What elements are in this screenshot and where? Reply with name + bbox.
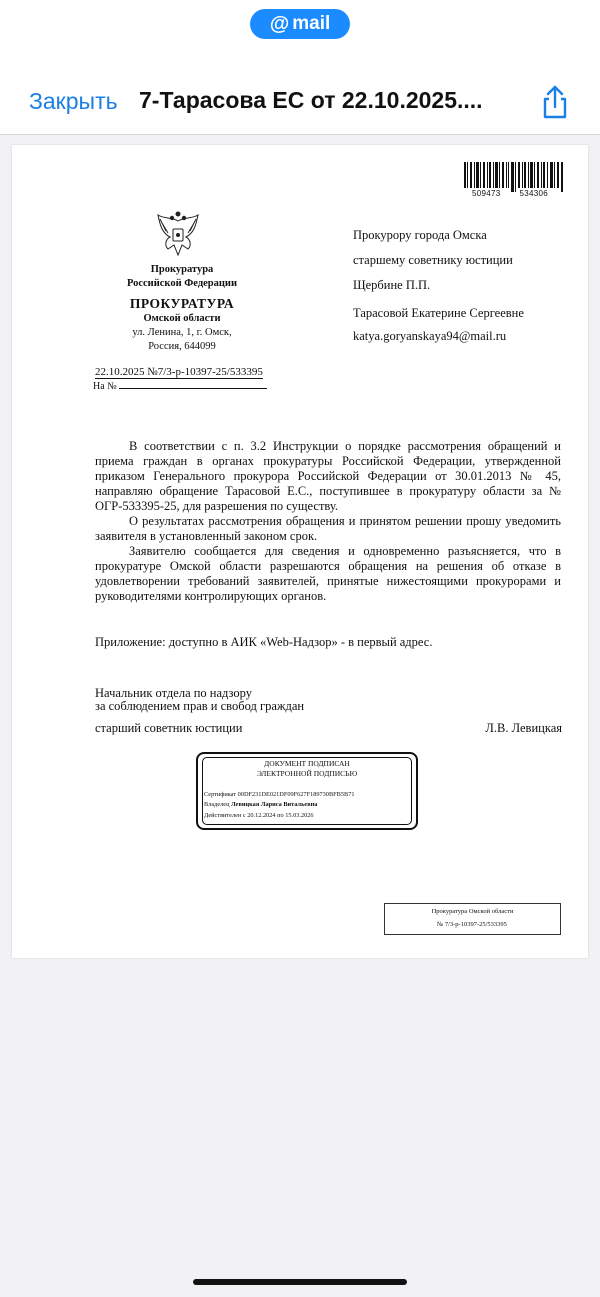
attachment-note: Приложение: доступно в АИК «Web-Надзор» - в первый адрес. (95, 635, 433, 649)
paragraph: В соответствии с п. 3.2 Инструкции о порядке рассмотрения обращений и приема граждан в органах прокуратуры Российской Федерации, утвержденной приказом Генерального прокурора Российской Федерации от 30.01.2013 № 45, направляю обращение Тарасовой Е.С., поступившее в прокуратуру области за № ОГР-533395-25, для разрешения по существу. (95, 439, 561, 513)
org-line-1: Прокуратура (150, 264, 214, 275)
org-address-1: ул. Ленина, 1, г. Омск, (132, 327, 232, 338)
org-name: ПРОКУРАТУРА (129, 296, 235, 311)
barcode-numbers (472, 189, 567, 198)
close-button[interactable]: Закрыть (29, 88, 118, 114)
stamp-owner-value: Левицкая Лариса Витальевна (231, 801, 318, 808)
addressee-line: Прокурору города Омска (353, 228, 487, 242)
sender-email: katya.goryanskaya94@mail.ru (353, 329, 507, 343)
signer-name: Л.В. Левицкая (485, 721, 562, 735)
document-title: 7-Тарасова ЕС от 22.10.2025.... (139, 87, 483, 113)
stamp-owner-label: Владелец (204, 801, 230, 808)
stamp-certificate-value: 00DF231DE021DF09F627F189730BFB5B71 (237, 791, 355, 798)
reply-to-field (93, 381, 267, 392)
at-icon: @ (269, 12, 290, 35)
stamp-heading-line: ДОКУМЕНТ ПОДПИСАН (264, 759, 350, 768)
barcode-number: 534306 (519, 189, 548, 198)
registration-box-org: Прокуратура Омской области (431, 908, 514, 915)
sender-name: Тарасовой Екатерине Сергеевне (353, 306, 524, 320)
coat-of-arms-icon (152, 211, 204, 259)
registration-date-text: 22.10.2025 №7/3-р-10397-25/533395 (95, 366, 263, 378)
electronic-signature-stamp (196, 752, 418, 830)
addressee-line: Щербине П.П. (353, 278, 431, 292)
stamp-certificate-label: Сертификат (204, 791, 237, 798)
signer-title-line: за соблюдением прав и свобод граждан (95, 699, 305, 713)
signer-rank: старший советник юстиции (95, 721, 243, 735)
org-line-2: Российской Федерации (126, 278, 238, 289)
home-indicator[interactable] (193, 1279, 407, 1285)
sender-block (353, 302, 524, 348)
signer-title-line: Начальник отдела по надзору (95, 686, 253, 700)
paragraph: О результатах рассмотрения обращения и принятом решении прошу уведомить заявителя в установленный законом срок. (95, 514, 561, 543)
stamp-heading (198, 759, 416, 779)
stamp-certificate (204, 791, 355, 798)
organization-header (92, 263, 272, 354)
mail-logo-text: mail (292, 13, 331, 34)
addressee-block (353, 223, 513, 298)
reply-to-label: На № (93, 381, 117, 392)
registration-box (384, 903, 561, 935)
org-region: Омской области (143, 313, 221, 324)
letter-body (95, 439, 561, 604)
addressee-line: старшему советнику юстиции (353, 253, 513, 267)
stamp-validity: Действителен с 20.12.2024 по 15.03.2026 (204, 812, 314, 819)
registration-box-number: № 7/3-р-10397-25/533395 (437, 921, 507, 928)
stamp-heading-line: ЭЛЕКТРОННОЙ ПОДПИСЬЮ (256, 769, 358, 778)
document-page (12, 145, 588, 958)
top-bar (0, 0, 600, 135)
paragraph: Заявителю сообщается для сведения и одновременно разъясняется, что в прокуратуре Омской области разрешаются обращения на решения об отказе в удовлетворении требований заявителей, принятые нижестоящими прокурорами и руководителями контролирующих органов. (95, 544, 561, 603)
mail-logo (250, 9, 350, 39)
share-icon[interactable] (538, 84, 572, 120)
signer-title (95, 687, 304, 713)
stamp-owner (204, 801, 317, 808)
org-address-2: Россия, 644099 (148, 341, 216, 352)
barcode-number: 509473 (472, 189, 501, 198)
registration-date (95, 366, 263, 378)
